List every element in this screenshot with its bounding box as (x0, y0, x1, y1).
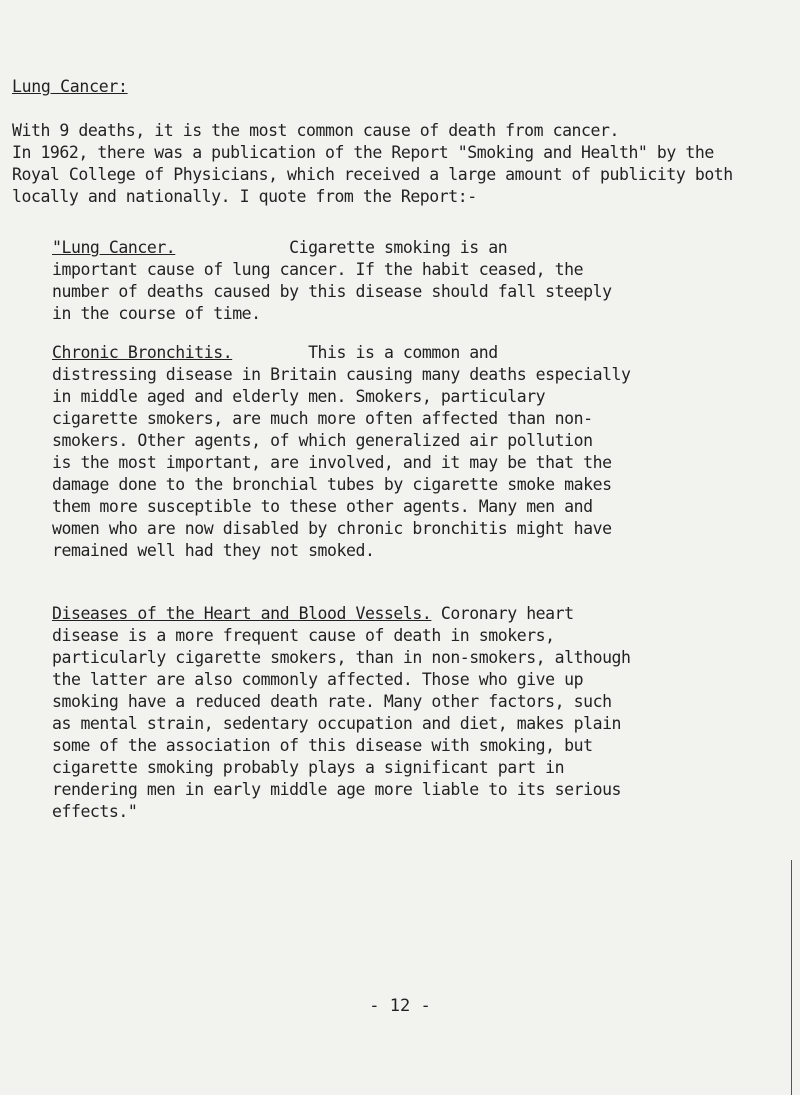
quote-line: particularly cigarette smokers, than in non-smokers, although (52, 648, 631, 667)
quote-line: disease is a more frequent cause of death in smokers, (52, 626, 555, 645)
quote-line: effects." (52, 802, 138, 821)
quote-line: cigarette smoking probably plays a significant part in (52, 758, 565, 777)
quote-line: the latter are also commonly affected. Those who give up (52, 670, 584, 689)
quote-line: some of the association of this disease with smoking, but (52, 736, 593, 755)
quote-heart-title: Diseases of the Heart and Blood Vessels. (52, 604, 432, 623)
intro-paragraph (12, 120, 792, 208)
quote-line: women who are now disabled by chronic bronchitis might have (52, 519, 612, 538)
quote-line: as mental strain, sedentary occupation and diet, makes plain (52, 714, 622, 733)
intro-line: With 9 deaths, it is the most common cause of death from cancer. (12, 121, 619, 140)
quote-line: damage done to the bronchial tubes by cigarette smoke makes (52, 475, 612, 494)
quote-line: is the most important, are involved, and it may be that the (52, 453, 612, 472)
quote-line: in the course of time. (52, 304, 261, 323)
intro-line: In 1962, there was a publication of the Report "Smoking and Health" by the (12, 143, 714, 162)
quote-line: Coronary heart (431, 604, 574, 623)
quote-line: cigarette smokers, are much more often affected than non- (52, 409, 593, 428)
page-number: - 12 - (369, 996, 431, 1016)
intro-line: Royal College of Physicians, which received a large amount of publicity both (12, 165, 733, 184)
quote-line: Cigarette smoking is an (175, 238, 508, 257)
intro-line: locally and nationally. I quote from the Report:- (12, 187, 477, 206)
quote-line: smokers. Other agents, of which generalized air pollution (52, 431, 593, 450)
quote-line: rendering men in early middle age more liable to its serious (52, 780, 622, 799)
quote-line: number of deaths caused by this disease should fall steeply (52, 282, 612, 301)
quote-line: distressing disease in Britain causing many deaths especially (52, 365, 631, 384)
quote-bronchitis-title: Chronic Bronchitis. (52, 343, 233, 362)
quote-line: smoking have a reduced death rate. Many other factors, such (52, 692, 612, 711)
section-heading: Lung Cancer: (12, 77, 128, 96)
quote-line: remained well had they not smoked. (52, 541, 375, 560)
quote-line: This is a common and (232, 343, 498, 362)
scan-edge-line (791, 860, 792, 1095)
quote-lung-title: "Lung Cancer. (52, 238, 176, 257)
quote-line: them more susceptible to these other agents. Many men and (52, 497, 593, 516)
quote-line: important cause of lung cancer. If the habit ceased, the (52, 260, 584, 279)
quote-heart-disease (52, 603, 772, 823)
quote-line: in middle aged and elderly men. Smokers, particulary (52, 387, 546, 406)
quote-chronic-bronchitis (52, 342, 772, 562)
quote-lung-cancer (52, 237, 772, 325)
